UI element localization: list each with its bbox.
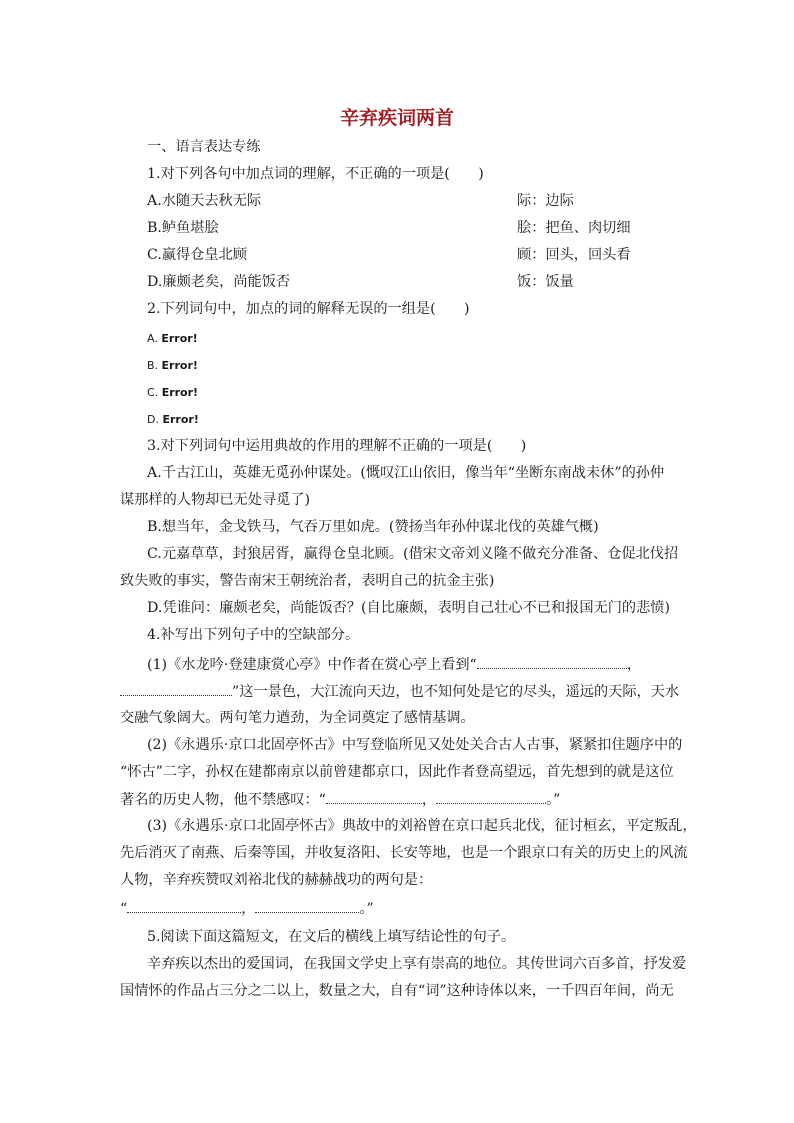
q1-option-a-text: A.水随天去秋无际 xyxy=(147,193,262,209)
q2-option-d-error: Error! xyxy=(162,413,199,426)
q5-passage-line2: 国情怀的作品占三分之二以上，数量之大，自有“词”这种诗体以来，一千四百年间，尚无 xyxy=(120,983,674,999)
q4-part1-line1 xyxy=(147,654,641,675)
question-3-stem: 3.对下列词句中运用典故的作用的理解不正确的一项是( ) xyxy=(147,438,527,454)
q2-option-d-label: D. xyxy=(147,413,163,426)
q3-option-c-line2: 致失败的事实，警告南宋王朝统治者，表明自己的抗金主张) xyxy=(120,573,495,589)
q1-option-c-text: C.赢得仓皇北顾 xyxy=(147,247,247,263)
q1-option-d-gloss: 饭：饭量 xyxy=(517,274,574,290)
q4-part1-comma: ， xyxy=(626,657,642,673)
question-5-stem: 5.阅读下面这篇短文，在文后的横线上填写结论性的句子。 xyxy=(147,929,516,945)
q3-option-d: D.凭谁问：廉颇老矣，尚能饭否？(自比廉颇，表明自己壮心不已和报国无门的悲愤) xyxy=(147,600,671,616)
q3-option-c-line1: C.元嘉草草，封狼居胥，赢得仓皇北顾。(借宋文帝刘义隆不做充分准备、仓促北伐招 xyxy=(147,546,679,562)
question-1-stem: 1.对下列各句中加点词的理解，不正确的一项是( ) xyxy=(147,166,484,182)
question-4-stem: 4.补写出下列句子中的空缺部分。 xyxy=(147,627,360,643)
document-title: 辛弃疾词两首 xyxy=(339,107,454,129)
q4-part1-suffix: ”这一景色，大江流向天边，也不知何处是它的尽头，遥远的天际，天水 xyxy=(232,684,680,700)
q4-part3-line2: 先后消灭了南燕、后秦等国，并收复洛阳、长安等地，也是一个跟京口有关的历史上的风流 xyxy=(120,845,688,861)
q1-option-d xyxy=(147,272,747,292)
q4-part2-suffix: 。” xyxy=(546,792,561,808)
q4-part1-prefix: (1)《水龙吟·登建康赏心亭》中作者在赏心亭上看到“ xyxy=(147,657,477,673)
q2-option-c-error: Error! xyxy=(161,386,199,399)
q2-option-b-error: Error! xyxy=(161,359,198,372)
q4-part3-line3: 人物，辛弃疾赞叹刘裕北伐的赫赫战功的两句是： xyxy=(120,872,433,888)
q1-option-d-text: D.廉颇老矣，尚能饭否 xyxy=(147,274,291,290)
q2-option-a-error: Error! xyxy=(161,332,198,345)
q2-option-b xyxy=(147,355,198,376)
q4-part3-prefix: “ xyxy=(120,901,128,917)
q4-part3-suffix: 。” xyxy=(359,901,374,917)
q2-option-c-label: C. xyxy=(147,386,162,399)
q4-part2-prefix: 著名的历史人物，他不禁感叹：“ xyxy=(120,792,326,808)
q4-part2-line1: (2)《永遇乐·京口北固亭怀古》中写登临所见又处处关合古人古事，紧紧扣住题序中的 xyxy=(147,737,683,753)
q2-option-b-label: B. xyxy=(147,359,162,372)
answer-blank[interactable] xyxy=(436,789,546,804)
answer-blank[interactable] xyxy=(120,681,232,696)
q1-option-c xyxy=(147,245,747,265)
answer-blank[interactable] xyxy=(255,898,359,913)
q2-option-d xyxy=(147,409,199,430)
section-heading: 一、语言表达专练 xyxy=(147,139,261,155)
q1-option-a xyxy=(147,191,747,211)
q2-option-a xyxy=(147,328,198,349)
q4-part2-line2: “怀古”二字，孙权在建都南京以前曾建都京口，因此作者登高望远，首先想到的就是这位 xyxy=(120,764,674,780)
q1-option-b-text: B.鲈鱼堪脍 xyxy=(147,220,219,236)
q4-part3-line1: (3)《永遇乐·京口北固亭怀古》典故中的刘裕曾在京口起兵北伐，征讨桓玄，平定叛乱， xyxy=(147,818,697,834)
q3-option-a-line2: 谋那样的人物却已无处寻觅了) xyxy=(120,492,310,508)
q3-option-b: B.想当年，金戈铁马，气吞万里如虎。(赞扬当年孙仲谋北伐的英雄气概) xyxy=(147,519,599,535)
question-2-stem: 2.下列词句中，加点的词的解释无误的一组是( ) xyxy=(147,301,470,317)
q4-part1-line3: 交融气象阔大。两句笔力遒劲，为全词奠定了感情基调。 xyxy=(120,710,475,726)
q5-passage-line1: 辛弃疾以杰出的爱国词，在我国文学史上享有崇高的地位。其传世词六百多首，抒发爱 xyxy=(147,956,687,972)
answer-blank[interactable] xyxy=(326,789,422,804)
q4-part3-comma: ， xyxy=(241,901,256,917)
q4-part3-line4 xyxy=(120,898,374,919)
q1-option-a-gloss: 际：边际 xyxy=(517,193,574,209)
q3-option-a-line1: A.千古江山，英雄无觅孙仲谋处。(慨叹江山依旧，像当年“坐断东南战未休”的孙仲 xyxy=(147,465,665,481)
q4-part2-line3 xyxy=(120,789,560,810)
q1-option-b-gloss: 脍：把鱼、肉切细 xyxy=(517,220,631,236)
q1-option-b xyxy=(147,218,747,238)
answer-blank[interactable] xyxy=(477,654,627,669)
q2-option-c xyxy=(147,382,198,403)
q1-option-c-gloss: 顾：回头，回头看 xyxy=(517,247,631,263)
q4-part1-line2 xyxy=(120,681,679,702)
q4-part2-comma: ， xyxy=(421,792,437,808)
answer-blank[interactable] xyxy=(127,898,241,913)
q2-option-a-label: A. xyxy=(147,332,162,345)
